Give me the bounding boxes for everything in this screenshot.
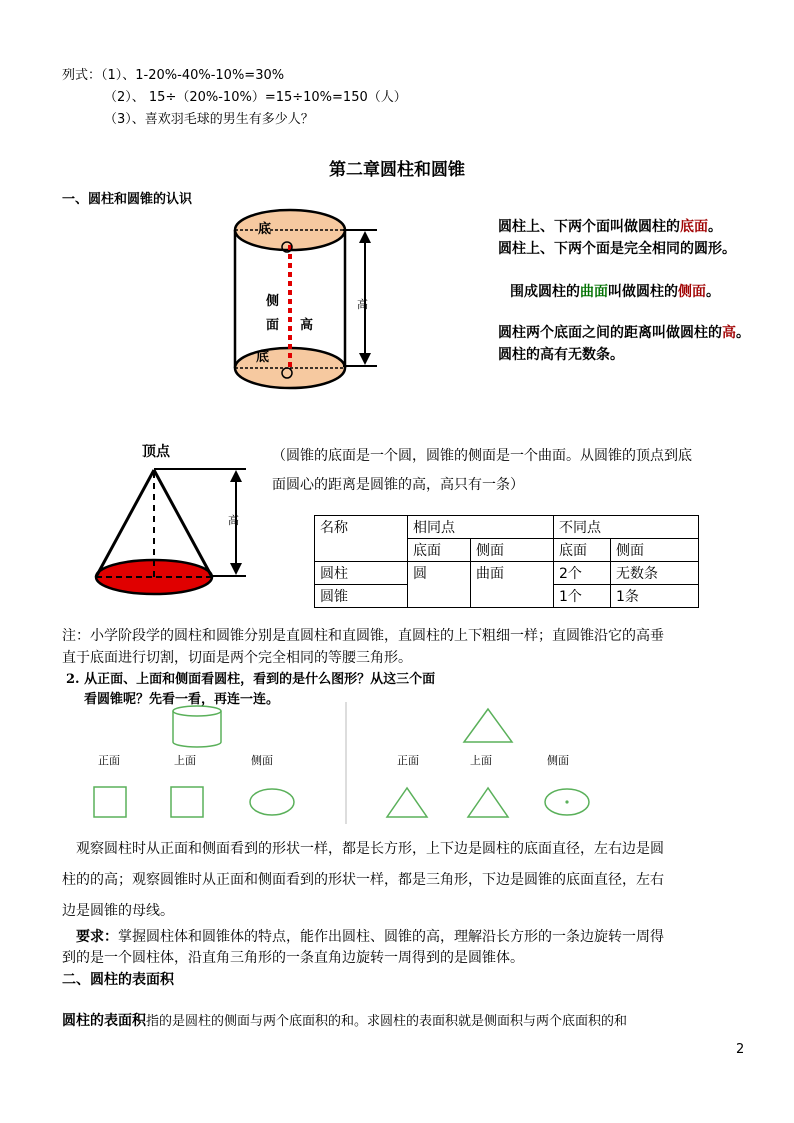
comparison-table [314, 515, 699, 608]
table-header-same: 相同点 [408, 516, 554, 539]
require-line-2: 到的是一个圆柱体，沿直角三角形的一条直角边旋转一周得到的是圆锥体。 [62, 950, 524, 966]
exercise-label-top-right: 上面 [470, 754, 492, 767]
cone-vertex-label: 顶点 [142, 444, 170, 460]
observe-line-2: 柱的的高；观察圆锥时从正面和侧面看到的形状一样，都是三角形，下边是圆锥的底面直径，左右 [62, 872, 664, 888]
cone-height-label: 高 [228, 514, 239, 527]
table-row [315, 562, 699, 585]
cylinder-side-label-1: 侧 [266, 294, 280, 309]
formula-line-3: （3）、喜欢羽毛球的男生有多少人？ [104, 112, 314, 127]
table-header-diff: 不同点 [554, 516, 699, 539]
cylinder-bottom-base-label: 底 [256, 350, 270, 365]
cone-text-line-2: 面圆心的距离是圆锥的高，高只有一条） [272, 477, 524, 493]
section-2-title: 二、圆柱的表面积 [62, 972, 174, 988]
cylinder-text-line-1: 圆柱上、下两个面叫做圆柱的底面。 [498, 219, 722, 235]
cylinder-top-base-label: 底 [258, 222, 272, 237]
table-cell: 无数条 [611, 562, 699, 585]
exercise-label-side-right: 侧面 [547, 754, 569, 767]
cylinder-text-line-4: 圆柱两个底面之间的距离叫做圆柱的高。 [498, 325, 750, 341]
table-subheader: 侧面 [611, 539, 699, 562]
require-line-1: 要求：掌握圆柱体和圆锥体的特点，能作出圆柱、圆锥的高，理解沿长方形的一条边旋转一周得 [76, 929, 664, 945]
exercise-shapes [64, 696, 624, 826]
observe-line-3: 边是圆锥的母线。 [62, 903, 174, 919]
table-cell: 2个 [554, 562, 611, 585]
formula-line-1: 列式：（1）、1-20%-40%-10%=30% [62, 68, 285, 83]
cylinder-text-line-3: 围成圆柱的曲面叫做圆柱的侧面。 [510, 284, 720, 300]
exercise-question-line-1: 2. 从正面、上面和侧面看圆柱，看到的是什么图形？从这三个面 [66, 672, 436, 687]
note-line-2: 直于底面进行切割，切面是两个完全相同的等腰三角形。 [62, 650, 412, 666]
cylinder-text-line-5: 圆柱的高有无数条。 [498, 347, 624, 363]
observe-line-1: 观察圆柱时从正面和侧面看到的形状一样，都是长方形，上下边是圆柱的底面直径，左右边是圆 [76, 841, 664, 857]
cylinder-height-inner-label: 高 [300, 318, 314, 333]
cylinder-height-arrow-label: 高 [357, 298, 368, 311]
table-cell: 圆 [408, 562, 471, 608]
cone-figure [90, 462, 260, 602]
table-cell: 曲面 [471, 562, 554, 608]
exercise-label-top-left: 上面 [174, 754, 196, 767]
table-cell: 1个 [554, 585, 611, 608]
exercise-figure [64, 668, 624, 826]
table-cell: 1条 [611, 585, 699, 608]
page-number: 2 [736, 1042, 745, 1057]
table-cell: 圆柱 [315, 562, 408, 585]
exercise-label-side-left: 侧面 [251, 754, 273, 767]
table-header-name: 名称 [315, 516, 408, 562]
cone-text-line-1: （圆锥的底面是一个圆，圆锥的侧面是一个曲面。从圆锥的顶点到底 [272, 448, 692, 464]
chapter-title: 第二章圆柱和圆锥 [329, 160, 465, 180]
exercise-question-line-2: 看圆锥呢？先看一看，再连一连。 [84, 692, 280, 707]
section-1-title: 一、圆柱和圆锥的认识 [62, 192, 193, 207]
exercise-label-front-left: 正面 [98, 754, 120, 767]
table-cell: 圆锥 [315, 585, 408, 608]
note-line-1: 注：小学阶段学的圆柱和圆锥分别是直圆柱和直圆锥，直圆柱的上下粗细一样；直圆锥沿它的高垂 [62, 628, 664, 644]
table-row [315, 516, 699, 539]
table-subheader: 侧面 [471, 539, 554, 562]
cylinder-side-label-2: 面 [266, 318, 280, 333]
table-subheader: 底面 [408, 539, 471, 562]
table-subheader: 底面 [554, 539, 611, 562]
formula-line-2: （2）、 15÷（20%-10%）=15÷10%=150（人） [104, 90, 407, 105]
cylinder-text-line-2: 圆柱上、下两个面是完全相同的圆形。 [498, 241, 736, 257]
surface-area-text: 圆柱的表面积指的是圆柱的侧面与两个底面积的和。求圆柱的表面积就是侧面积与两个底面积的和 [62, 1013, 628, 1029]
exercise-label-front-right: 正面 [397, 754, 419, 767]
